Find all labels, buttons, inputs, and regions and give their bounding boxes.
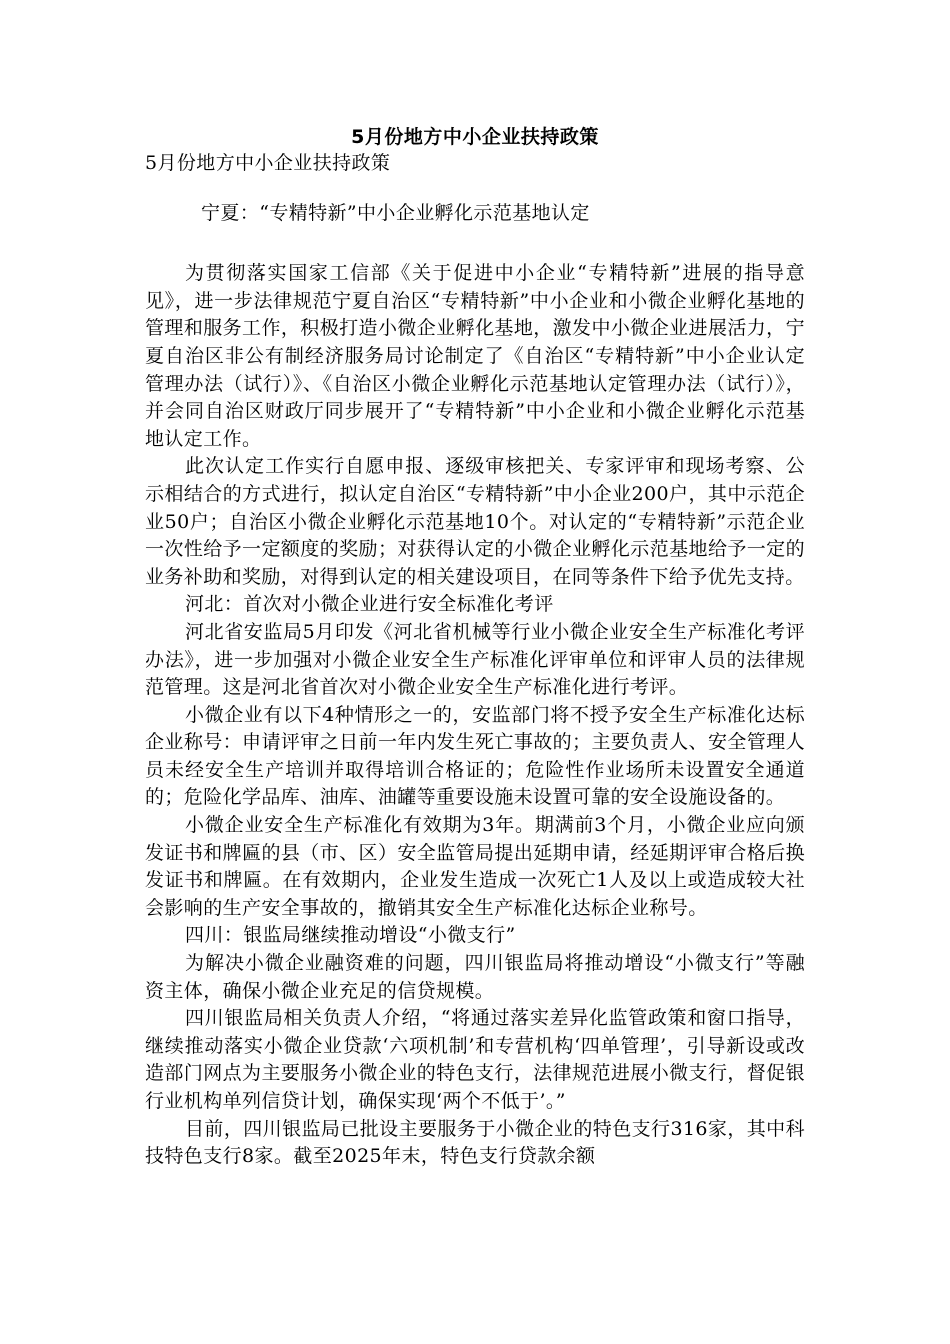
document-subtitle: 5月份地方中小企业扶持政策 (145, 152, 391, 174)
paragraph: 小微企业安全生产标准化有效期为3年。期满前3个月，小微企业应向颁发证书和牌匾的县（市、区）安全监管局提出延期申请，经延期评审合格后换发证书和牌匾。在有效期内，企业发生造成一次死亡1人及以上或造成较大社会影响的生产安全事故的，撤销其安全生产标准化达标企业称号。 (145, 814, 805, 919)
section-heading-sichuan: 四川：银监局继续推动增设“小微支行” (185, 924, 516, 947)
section-heading-ningxia: 宁夏：“专精特新”中小企业孵化示范基地认定 (201, 201, 590, 224)
paragraph: 小微企业有以下4种情形之一的，安监部门将不授予安全生产标准化达标企业称号：申请评审之日前一年内发生死亡事故的；主要负责人、安全管理人员未经安全生产培训并取得培训合格证的；危险性作业场所未设置安全通道的；危险化学品库、油库、油罐等重要设施未设置可靠的安全设施设备的。 (145, 703, 805, 809)
paragraph: 为贯彻落实国家工信部《关于促进中小企业“专精特新”进展的指导意见》，进一步法律规范宁夏自治区“专精特新”中小企业和小微企业孵化基地的管理和服务工作，积极打造小微企业孵化基地，激发中小微企业进展活力，宁夏自治区非公有制经济服务局讨论制定了《自治区“专精特新”中小企业认定管理办法（试行）》、《自治区小微企业孵化示范基地认定管理办法（试行）》，并会同自治区财政厅同步展开了“专精特新”中小企业和小微企业孵化示范基地认定工作。 (145, 262, 805, 450)
document-body (145, 150, 805, 1171)
paragraph: 四川银监局相关负责人介绍，“将通过落实差异化监管政策和窗口指导，继续推动落实小微企业贷款‘六项机制’和专营机构‘四单管理’，引导新设或改造部门网点为主要服务小微企业的特色支行，法律规范进展小微支行，督促银行业机构单列信贷计划，确保实现‘两个不低于’。” (145, 1007, 805, 1112)
paragraph: 为解决小微企业融资难的问题，四川银监局将推动增设“小微支行”等融资主体，确保小微企业充足的信贷规模。 (145, 952, 805, 1002)
paragraph: 目前，四川银监局已批设主要服务于小微企业的特色支行316家，其中科技特色支行8家。截至2025年末，特色支行贷款余额 (145, 1117, 805, 1168)
section-heading-hebei: 河北：首次对小微企业进行安全标准化考评 (185, 593, 554, 616)
document-title: 5月份地方中小企业扶持政策 (351, 126, 599, 148)
paragraph: 河北省安监局5月印发《河北省机械等行业小微企业安全生产标准化考评办法》，进一步加强对小微企业安全生产标准化评审单位和评审人员的法律规范管理。这是河北省首次对小微企业安全生产标准化进行考评。 (145, 620, 805, 699)
paragraph: 此次认定工作实行自愿申报、逐级审核把关、专家评审和现场考察、公示相结合的方式进行，拟认定自治区“专精特新”中小企业200户，其中示范企业50户；自治区小微企业孵化示范基地10个。对认定的“专精特新”示范企业一次性给予一定额度的奖励；对获得认定的小微企业孵化示范基地给予一定的业务补助和奖励，对得到认定的相关建设项目，在同等条件下给予优先支持。 (145, 455, 805, 588)
